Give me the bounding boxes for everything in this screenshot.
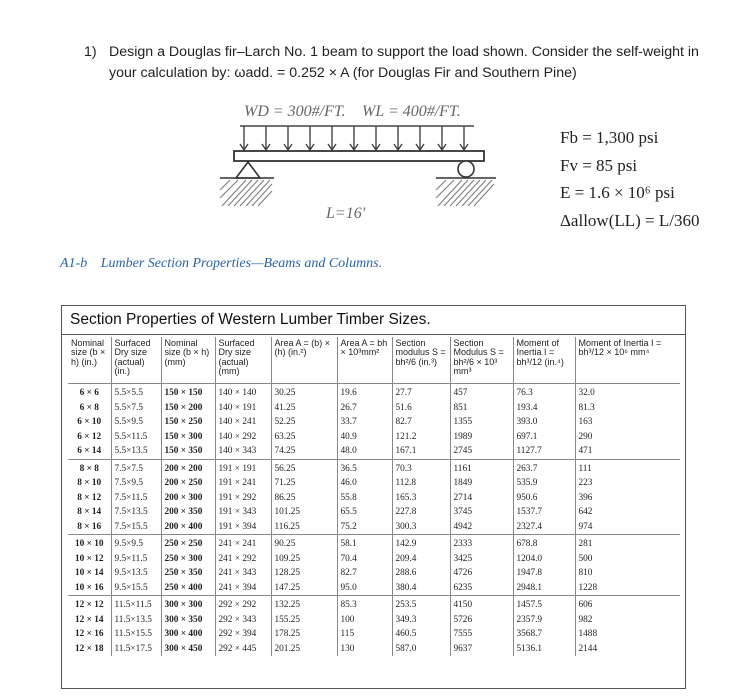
table-cell: 11.5×17.5 xyxy=(111,642,161,657)
table-row xyxy=(68,520,680,535)
table-cell: 150 × 150 xyxy=(161,384,215,401)
table-cell: 10 × 14 xyxy=(74,568,104,579)
table-cell: 82.7 xyxy=(392,415,450,430)
table-cell: 140 × 241 xyxy=(215,415,271,430)
table-cell: 150 × 350 xyxy=(161,444,215,459)
table-cell: 85.3 xyxy=(337,596,392,613)
table-cell: 56.25 xyxy=(271,459,337,476)
table-cell: 678.8 xyxy=(513,535,575,552)
table-cell: 7.5×7.5 xyxy=(111,459,161,476)
table-cell: 26.7 xyxy=(337,401,392,416)
column-header: Area A = bh × 10³mm² xyxy=(337,337,392,384)
table-caption xyxy=(60,256,382,272)
table-row xyxy=(68,566,680,581)
table-cell: 7.5×15.5 xyxy=(111,520,161,535)
table-cell: 63.25 xyxy=(271,430,337,445)
table-cell: 6 × 6 xyxy=(79,388,99,399)
table-cell: 1355 xyxy=(450,415,513,430)
table-cell: 40.9 xyxy=(337,430,392,445)
table-cell: 10 × 10 xyxy=(74,539,104,550)
table-cell: 5.5×11.5 xyxy=(111,430,161,445)
table-cell: 109.25 xyxy=(271,552,337,567)
table-cell: 95.0 xyxy=(337,581,392,596)
table-cell: 155.25 xyxy=(271,613,337,628)
table-cell: 33.7 xyxy=(337,415,392,430)
table-cell: 147.25 xyxy=(271,581,337,596)
table-cell: 457 xyxy=(450,384,513,401)
table-cell: 223 xyxy=(575,476,680,491)
table-cell: 121.2 xyxy=(392,430,450,445)
table-cell: 32.0 xyxy=(575,384,680,401)
table-cell: 200 × 350 xyxy=(161,505,215,520)
table-cell: 1537.7 xyxy=(513,505,575,520)
table-cell: 82.7 xyxy=(337,566,392,581)
table-cell: 288.6 xyxy=(392,566,450,581)
table-cell: 2333 xyxy=(450,535,513,552)
table-cell: 130 xyxy=(337,642,392,657)
beam-diagram xyxy=(212,96,508,232)
table-cell: 8 × 14 xyxy=(77,507,102,518)
column-header: Surfaced Dry size (actual) (in.) xyxy=(111,337,161,384)
table-row xyxy=(68,444,680,459)
table-cell: 81.3 xyxy=(575,401,680,416)
table-cell: 165.3 xyxy=(392,491,450,506)
table-cell: 71.25 xyxy=(271,476,337,491)
column-header: Moment of Inertia I = bh³/12 × 10⁶ mm⁴ xyxy=(575,337,680,384)
table-cell: 253.5 xyxy=(392,596,450,613)
table-cell: 5.5×13.5 xyxy=(111,444,161,459)
table-cell: 5.5×9.5 xyxy=(111,415,161,430)
table-cell: 2745 xyxy=(450,444,513,459)
table-cell: 12 × 18 xyxy=(74,643,104,654)
section-properties-table xyxy=(61,305,686,689)
property-fb: Fb = 1,300 psi xyxy=(560,128,659,147)
table-cell: 200 × 250 xyxy=(161,476,215,491)
table-cell: 460.5 xyxy=(392,627,450,642)
table-cell: 3568.7 xyxy=(513,627,575,642)
table-row xyxy=(68,401,680,416)
table-cell: 36.5 xyxy=(337,459,392,476)
table-cell: 5.5×5.5 xyxy=(111,384,161,401)
table-cell: 111 xyxy=(575,459,680,476)
table-row xyxy=(68,430,680,445)
table-row xyxy=(68,491,680,506)
table-row xyxy=(68,642,680,657)
table-cell: 11.5×11.5 xyxy=(111,596,161,613)
table-cell: 48.0 xyxy=(337,444,392,459)
column-header: Area A = (b) × (h) (in.²) xyxy=(271,337,337,384)
table-cell: 19.6 xyxy=(337,384,392,401)
table-cell: 241 × 394 xyxy=(215,581,271,596)
table-cell: 2714 xyxy=(450,491,513,506)
table-row xyxy=(68,459,680,476)
table-cell: 1849 xyxy=(450,476,513,491)
table-cell: 142.9 xyxy=(392,535,450,552)
table-row xyxy=(68,581,680,596)
table-cell: 193.4 xyxy=(513,401,575,416)
table-cell: 86.25 xyxy=(271,491,337,506)
table-cell: 58.1 xyxy=(337,535,392,552)
table-cell: 70.4 xyxy=(337,552,392,567)
property-fv: Fv = 85 psi xyxy=(560,155,638,175)
table-cell: 4942 xyxy=(450,520,513,535)
table-row xyxy=(68,384,680,401)
table-cell: 292 × 394 xyxy=(215,627,271,642)
title-divider xyxy=(62,334,685,335)
table-cell: 11.5×15.5 xyxy=(111,627,161,642)
table-row xyxy=(68,596,680,613)
table-cell: 300 × 300 xyxy=(161,596,215,613)
table-cell: 9.5×15.5 xyxy=(111,581,161,596)
problem-text: Design a Douglas fir–Larch No. 1 beam to support the load shown. Consider the self-weight in your calculation by: ωadd. = 0.252 × A (for Douglas Fir and Southern Pine) xyxy=(109,44,699,81)
property-deflection: Δallow(LL) = L/360 xyxy=(560,210,700,230)
table-cell: 201.25 xyxy=(271,642,337,657)
table-cell: 1161 xyxy=(450,459,513,476)
table-cell: 51.6 xyxy=(392,401,450,416)
table-cell: 7.5×11.5 xyxy=(111,491,161,506)
table-cell: 6 × 14 xyxy=(68,444,111,459)
caption-text: Lumber Section Properties—Beams and Columns. xyxy=(100,256,383,271)
table-cell: 12 × 12 xyxy=(74,600,104,611)
table-cell: 2144 xyxy=(575,642,680,657)
table-cell: 10 × 12 xyxy=(74,553,104,564)
table-cell: 163 xyxy=(575,415,680,430)
table-cell: 292 × 445 xyxy=(215,642,271,657)
table-cell: 6 × 12 xyxy=(77,431,102,442)
table-cell: 140 × 191 xyxy=(215,401,271,416)
table-cell: 1457.5 xyxy=(513,596,575,613)
table-cell: 8 × 8 xyxy=(79,463,99,474)
table-cell: 200 × 200 xyxy=(161,459,215,476)
table-cell: 46.0 xyxy=(337,476,392,491)
table-row xyxy=(68,613,680,628)
live-load-text: WL = 400#/FT. xyxy=(362,103,461,120)
table-row xyxy=(68,627,680,642)
header-row xyxy=(68,337,680,384)
table-cell: 6235 xyxy=(450,581,513,596)
table-cell: 349.3 xyxy=(392,613,450,628)
table-row xyxy=(68,552,680,567)
table-cell: 30.25 xyxy=(271,384,337,401)
table-cell: 380.4 xyxy=(392,581,450,596)
table-cell: 250 × 250 xyxy=(161,535,215,552)
problem-number: 1) xyxy=(84,44,97,60)
table-cell: 27.7 xyxy=(392,384,450,401)
table-cell: 116.25 xyxy=(271,520,337,535)
table-cell: 150 × 200 xyxy=(161,401,215,416)
table-cell: 128.25 xyxy=(271,566,337,581)
table-cell: 250 × 400 xyxy=(161,581,215,596)
table-cell: 950.6 xyxy=(513,491,575,506)
table-cell: 241 × 241 xyxy=(215,535,271,552)
table-cell: 200 × 300 xyxy=(161,491,215,506)
table-cell: 178.25 xyxy=(271,627,337,642)
table-cell: 9.5×11.5 xyxy=(111,552,161,567)
table-cell: 250 × 350 xyxy=(161,566,215,581)
column-header: Section Modulus S = bh²/6 × 10³ mm³ xyxy=(450,337,513,384)
table-cell: 500 xyxy=(575,552,680,567)
column-header: Surfaced Dry size (actual) (mm) xyxy=(215,337,271,384)
table-cell: 3425 xyxy=(450,552,513,567)
table-cell: 292 × 292 xyxy=(215,596,271,613)
table-cell: 52.25 xyxy=(271,415,337,430)
table-row xyxy=(68,535,680,552)
table-cell: 292 × 343 xyxy=(215,613,271,628)
table-cell: 8 × 10 xyxy=(77,478,102,489)
properties-table xyxy=(68,337,680,656)
table-cell: 606 xyxy=(575,596,680,613)
table-title: Section Properties of Western Lumber Timber Sizes. xyxy=(70,311,431,328)
table-cell: 2948.1 xyxy=(513,581,575,596)
table-cell: 9.5×13.5 xyxy=(111,566,161,581)
table-cell: 140 × 140 xyxy=(215,384,271,401)
table-cell: 140 × 343 xyxy=(215,444,271,459)
table-cell: 263.7 xyxy=(513,459,575,476)
table-cell: 471 xyxy=(575,444,680,459)
table-cell: 7555 xyxy=(450,627,513,642)
table-cell: 209.4 xyxy=(392,552,450,567)
table-cell: 115 xyxy=(337,627,392,642)
table-cell: 5726 xyxy=(450,613,513,628)
table-cell: 3745 xyxy=(450,505,513,520)
table-cell: 300 × 350 xyxy=(161,613,215,628)
property-e: E = 1.6 × 10⁶ psi xyxy=(560,183,675,202)
table-cell: 642 xyxy=(575,505,680,520)
table-cell: 300 × 450 xyxy=(161,642,215,657)
table-cell: 290 xyxy=(575,430,680,445)
table-cell: 9637 xyxy=(450,642,513,657)
table-cell: 112.8 xyxy=(392,476,450,491)
table-cell: 250 × 300 xyxy=(161,552,215,567)
table-cell: 1127.7 xyxy=(513,444,575,459)
table-cell: 851 xyxy=(450,401,513,416)
dead-load-text: WD = 300#/FT. xyxy=(244,103,346,120)
column-header: Nominal size (b × h) (mm) xyxy=(161,337,215,384)
column-header: Section modulus S = bh²/6 (in.³) xyxy=(392,337,450,384)
roller-support xyxy=(436,161,496,206)
table-cell: 300.3 xyxy=(392,520,450,535)
dead-load-label xyxy=(244,103,346,120)
table-cell: 65.5 xyxy=(337,505,392,520)
table-row xyxy=(68,476,680,491)
table-cell: 9.5×9.5 xyxy=(111,535,161,552)
table-cell: 982 xyxy=(575,613,680,628)
pin-support xyxy=(220,162,274,206)
table-cell: 12 × 14 xyxy=(74,614,104,625)
table-cell: 5136.1 xyxy=(513,642,575,657)
table-cell: 100 xyxy=(337,613,392,628)
table-cell: 74.25 xyxy=(271,444,337,459)
table-cell: 167.1 xyxy=(392,444,450,459)
table-cell: 6 × 10 xyxy=(77,417,102,428)
table-cell: 2357.9 xyxy=(513,613,575,628)
span-label: L=16' xyxy=(326,205,366,222)
table-cell: 75.2 xyxy=(337,520,392,535)
table-cell: 150 × 300 xyxy=(161,430,215,445)
table-cell: 396 xyxy=(575,491,680,506)
table-cell: 6 × 8 xyxy=(79,402,99,413)
table-cell: 101.25 xyxy=(271,505,337,520)
table-row xyxy=(68,415,680,430)
table-cell: 1947.8 xyxy=(513,566,575,581)
table-cell: 5.5×7.5 xyxy=(111,401,161,416)
table-cell: 11.5×13.5 xyxy=(111,613,161,628)
table-cell: 300 × 400 xyxy=(161,627,215,642)
table-cell: 4150 xyxy=(450,596,513,613)
table-cell: 7.5×13.5 xyxy=(111,505,161,520)
table-cell: 2327.4 xyxy=(513,520,575,535)
table-row xyxy=(68,505,680,520)
table-cell: 76.3 xyxy=(513,384,575,401)
table-cell: 191 × 292 xyxy=(215,491,271,506)
table-cell: 191 × 191 xyxy=(215,459,271,476)
table-cell: 4726 xyxy=(450,566,513,581)
table-cell: 535.9 xyxy=(513,476,575,491)
table-cell: 191 × 394 xyxy=(215,520,271,535)
table-cell: 150 × 250 xyxy=(161,415,215,430)
table-cell: 8 × 12 xyxy=(77,492,102,503)
table-cell: 1989 xyxy=(450,430,513,445)
table-cell: 1228 xyxy=(575,581,680,596)
table-cell: 10 × 16 xyxy=(68,581,111,596)
live-load-label xyxy=(362,103,461,120)
table-cell: 1488 xyxy=(575,627,680,642)
table-cell: 200 × 400 xyxy=(161,520,215,535)
beam xyxy=(234,151,484,161)
table-cell: 12 × 16 xyxy=(74,629,104,640)
column-header: Nominal size (b × h) (in.) xyxy=(68,337,111,384)
table-cell: 1204.0 xyxy=(513,552,575,567)
table-cell: 241 × 343 xyxy=(215,566,271,581)
table-cell: 8 × 16 xyxy=(68,520,111,535)
table-cell: 55.8 xyxy=(337,491,392,506)
table-cell: 227.8 xyxy=(392,505,450,520)
load-arrows xyxy=(240,126,468,150)
table-cell: 41.25 xyxy=(271,401,337,416)
table-cell: 140 × 292 xyxy=(215,430,271,445)
table-cell: 191 × 241 xyxy=(215,476,271,491)
caption-code: A1-b xyxy=(60,256,88,271)
table-cell: 697.1 xyxy=(513,430,575,445)
table-cell: 241 × 292 xyxy=(215,552,271,567)
table-cell: 191 × 343 xyxy=(215,505,271,520)
table-cell: 974 xyxy=(575,520,680,535)
table-cell: 7.5×9.5 xyxy=(111,476,161,491)
table-cell: 281 xyxy=(575,535,680,552)
table-cell: 393.0 xyxy=(513,415,575,430)
table-cell: 587.0 xyxy=(392,642,450,657)
table-cell: 70.3 xyxy=(392,459,450,476)
table-cell: 132.25 xyxy=(271,596,337,613)
table-cell: 90.25 xyxy=(271,535,337,552)
material-properties xyxy=(560,124,700,234)
table-cell: 810 xyxy=(575,566,680,581)
column-header: Moment of Inertia I = bh³/12 (in.⁴) xyxy=(513,337,575,384)
